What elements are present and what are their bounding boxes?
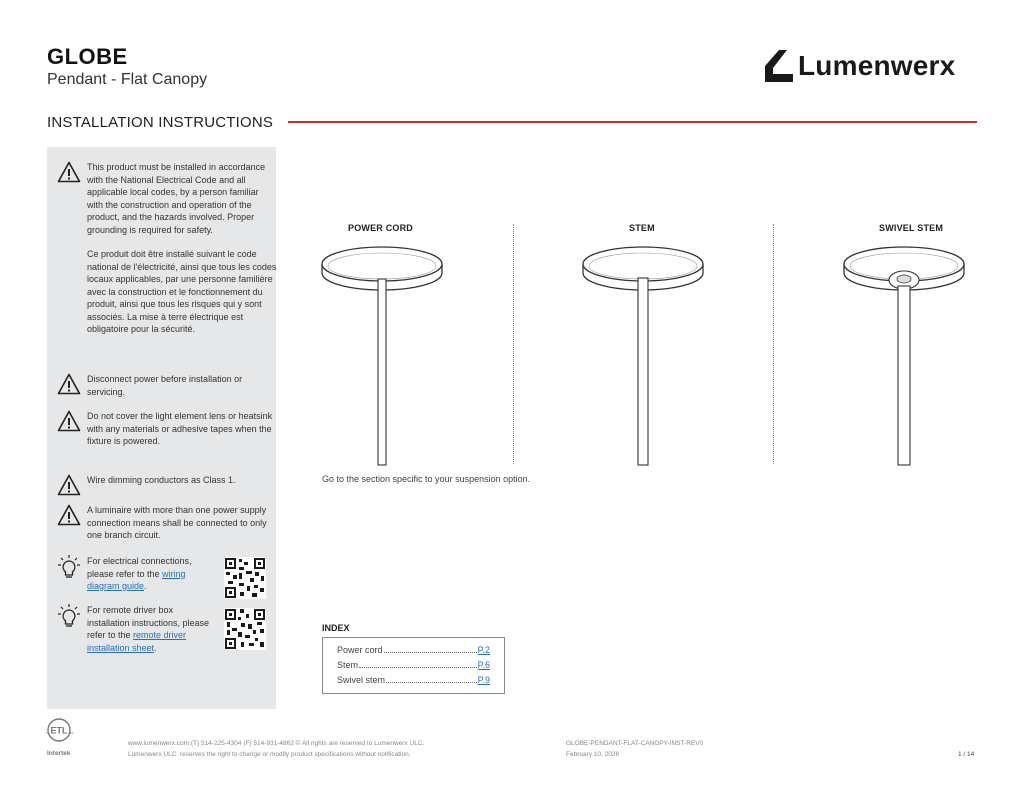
suspension-instruction: Go to the section specific to your suspension option. — [322, 474, 531, 484]
warning-dimming-text: Wire dimming conductors as Class 1. — [87, 475, 236, 485]
index-page-link[interactable]: P.2 — [477, 645, 490, 655]
swivel-stem-illustration — [842, 242, 966, 466]
cert-label: Intertek — [47, 750, 71, 757]
index-page-link[interactable]: P.9 — [477, 675, 490, 685]
wiring-diagram-link[interactable]: wiring diagram guide — [87, 568, 186, 591]
option-swivel-stem-label: SWIVEL STEM — [879, 223, 944, 233]
svg-text:ETL: ETL — [50, 725, 68, 736]
brand-mark-icon — [765, 50, 793, 84]
brand-logo — [765, 48, 980, 88]
wiring-qr-code[interactable] — [224, 557, 266, 599]
warning-icon — [57, 373, 81, 395]
brand-name: Lumenwerx — [798, 50, 956, 81]
option-stem-label: STEM — [629, 223, 655, 233]
warning-icon — [57, 474, 81, 496]
index-row-stem: Stem P.6 — [337, 660, 490, 670]
warning-icon — [57, 410, 81, 432]
warning-disconnect-text: Disconnect power before installation or servicing. — [87, 374, 243, 397]
tip-driver-text: For remote driver box installation instructions, please refer to the remote driver installation sheet. — [87, 605, 210, 653]
certification-mark — [44, 716, 74, 757]
index-row-power-cord: Power cord P.2 — [337, 645, 490, 655]
tip-wiring-text: For electrical connections, please refer to the wiring diagram guide. — [87, 556, 192, 591]
footer-disclaimer: Lumenwerx ULC. reserves the right to change or modify product specifications without notification. — [128, 751, 411, 758]
svg-text:us: us — [69, 730, 74, 735]
remote-driver-link[interactable]: remote driver installation sheet — [87, 630, 187, 653]
product-subtitle: Pendant - Flat Canopy — [47, 71, 208, 88]
index-title: INDEX — [322, 623, 350, 633]
page-number: 1 / 14 — [958, 751, 975, 758]
warning-icon — [57, 504, 81, 526]
etl-cert-icon — [44, 716, 74, 744]
section-divider — [288, 121, 977, 123]
footer-contact: www.lumenwerx.com (T) 514-225-4304 (F) 514-931-4862 © All rights are reserved to Lumenwerx ULC. — [128, 740, 425, 747]
section-title: INSTALLATION INSTRUCTIONS — [47, 114, 274, 131]
footer-date: February 10, 2026 — [566, 751, 620, 758]
product-title: GLOBE — [47, 44, 128, 69]
column-divider — [513, 224, 514, 464]
lightbulb-icon — [57, 604, 81, 630]
footer-doc-code: GLOBE-PENDANT-FLAT-CANOPY-INST-REV0 — [566, 740, 704, 747]
index-page-link[interactable]: P.6 — [477, 660, 490, 670]
column-divider — [773, 224, 774, 464]
index-row-swivel-stem: Swivel stem P.9 — [337, 675, 490, 685]
driver-qr-code[interactable] — [224, 608, 266, 650]
option-power-cord-label: POWER CORD — [348, 223, 413, 233]
stem-illustration — [581, 242, 705, 466]
warning-cover-text: Do not cover the light element lens or heatsink with any materials or adhesive tapes when the fixture is powered. — [87, 411, 273, 446]
svg-text:c: c — [46, 730, 48, 735]
lightbulb-icon — [57, 555, 81, 581]
safety-sidebar — [47, 147, 276, 709]
warning-codes-fr: Ce produit doit être installé suivant le code national de l'électricité, ainsi que tous les codes locaux applicables, par une personne familière avec la construction et le fonctionnement du produit, ainsi que tous les risques qui y sont associés. La mise à terre électrique est obligatoire pour la sécurité. — [87, 249, 277, 334]
warning-icon — [57, 161, 81, 183]
warning-branch-text: A luminaire with more than one power supply connection means shall be connected to only one branch circuit. — [87, 505, 267, 540]
power-cord-illustration — [320, 242, 444, 466]
index-table — [322, 637, 505, 694]
warning-codes-en: This product must be installed in accordance with the National Electrical Code and all applicable local codes, by a person familiar with the construction and operation of the product, and the hazards involved. Proper grounding is required for safety. — [87, 162, 266, 235]
